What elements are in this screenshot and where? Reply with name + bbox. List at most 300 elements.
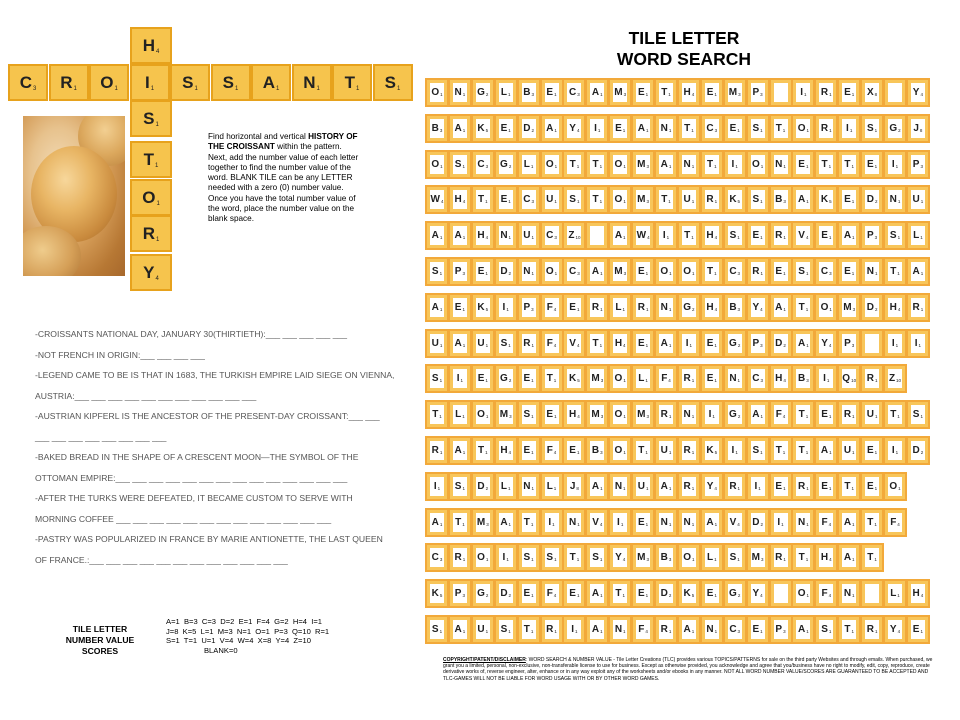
grid-cell[interactable] [791,257,815,286]
grid-cell[interactable] [746,329,770,358]
grid-cell[interactable] [631,150,655,179]
grid-cell[interactable] [883,221,907,250]
grid-cell[interactable] [700,185,724,214]
grid-cell[interactable] [906,257,930,286]
grid-cell[interactable] [540,293,564,322]
grid-cell[interactable] [791,293,815,322]
grid-cell[interactable] [448,257,472,286]
grid-cell[interactable] [769,221,793,250]
grid-cell[interactable] [654,615,678,644]
grid-cell[interactable] [585,185,609,214]
grid-cell[interactable] [631,400,655,429]
grid-cell[interactable] [700,257,724,286]
grid-cell[interactable] [425,543,449,572]
grid-cell[interactable] [608,364,632,393]
grid-cell[interactable] [448,579,472,608]
grid-cell[interactable] [906,400,930,429]
grid-cell[interactable] [700,114,724,143]
grid-cell[interactable] [425,508,449,537]
grid-cell[interactable] [837,185,861,214]
grid-cell[interactable] [906,185,930,214]
grid-cell[interactable] [494,472,518,501]
grid-cell[interactable] [471,257,495,286]
grid-cell[interactable] [494,508,518,537]
grid-cell[interactable] [654,579,678,608]
grid-cell[interactable] [448,185,472,214]
grid-cell[interactable] [837,257,861,286]
grid-cell[interactable] [562,293,586,322]
grid-cell[interactable] [700,221,724,250]
grid-cell[interactable] [608,257,632,286]
grid-cell[interactable] [494,221,518,250]
grid-cell[interactable] [700,293,724,322]
grid-cell[interactable] [494,543,518,572]
grid-cell[interactable] [562,221,586,250]
grid-cell[interactable] [769,150,793,179]
grid-cell[interactable] [448,543,472,572]
grid-cell[interactable] [746,436,770,465]
grid-cell[interactable] [585,508,609,537]
grid-cell[interactable] [837,472,861,501]
grid-cell[interactable] [860,472,884,501]
grid-cell[interactable] [906,329,930,358]
grid-cell[interactable] [814,221,838,250]
grid-cell[interactable] [585,364,609,393]
grid-cell[interactable] [700,78,724,107]
grid-cell[interactable] [814,293,838,322]
grid-cell[interactable] [562,579,586,608]
grid-cell[interactable] [814,400,838,429]
grid-cell[interactable] [448,472,472,501]
grid-cell[interactable] [631,508,655,537]
grid-cell[interactable] [860,579,884,608]
grid-cell[interactable] [906,114,930,143]
grid-cell[interactable] [677,329,701,358]
grid-cell[interactable] [837,400,861,429]
grid-cell[interactable] [608,436,632,465]
grid-cell[interactable] [883,615,907,644]
grid-cell[interactable] [746,221,770,250]
grid-cell[interactable] [791,185,815,214]
grid-cell[interactable] [494,364,518,393]
grid-cell[interactable] [471,364,495,393]
grid-cell[interactable] [837,364,861,393]
grid-cell[interactable] [883,185,907,214]
grid-cell[interactable] [746,114,770,143]
grid-cell[interactable] [540,329,564,358]
grid-cell[interactable] [677,257,701,286]
grid-cell[interactable] [791,436,815,465]
grid-cell[interactable] [585,257,609,286]
grid-cell[interactable] [608,114,632,143]
grid-cell[interactable] [448,615,472,644]
grid-cell[interactable] [425,293,449,322]
grid-cell[interactable] [494,114,518,143]
grid-cell[interactable] [837,436,861,465]
grid-cell[interactable] [814,615,838,644]
grid-cell[interactable] [540,543,564,572]
grid-cell[interactable] [448,78,472,107]
grid-cell[interactable] [700,364,724,393]
grid-cell[interactable] [654,114,678,143]
grid-cell[interactable] [723,615,747,644]
grid-cell[interactable] [677,221,701,250]
grid-cell[interactable] [631,293,655,322]
grid-cell[interactable] [654,472,678,501]
grid-cell[interactable] [791,579,815,608]
grid-cell[interactable] [540,185,564,214]
grid-cell[interactable] [517,508,541,537]
grid-cell[interactable] [471,472,495,501]
grid-cell[interactable] [494,579,518,608]
grid-cell[interactable] [540,615,564,644]
grid-cell[interactable] [585,436,609,465]
grid-cell[interactable] [471,293,495,322]
grid-cell[interactable] [425,329,449,358]
grid-cell[interactable] [517,364,541,393]
grid-cell[interactable] [860,257,884,286]
grid-cell[interactable] [562,508,586,537]
grid-cell[interactable] [631,185,655,214]
grid-cell[interactable] [425,150,449,179]
grid-cell[interactable] [769,472,793,501]
grid-cell[interactable] [814,364,838,393]
grid-cell[interactable] [494,436,518,465]
grid-cell[interactable] [769,329,793,358]
grid-cell[interactable] [837,150,861,179]
grid-cell[interactable] [677,114,701,143]
grid-cell[interactable] [700,615,724,644]
grid-cell[interactable] [906,579,930,608]
grid-cell[interactable] [723,436,747,465]
grid-cell[interactable] [677,615,701,644]
grid-cell[interactable] [837,508,861,537]
grid-cell[interactable] [517,185,541,214]
grid-cell[interactable] [448,436,472,465]
grid-cell[interactable] [654,257,678,286]
grid-cell[interactable] [791,150,815,179]
grid-cell[interactable] [608,400,632,429]
grid-cell[interactable] [562,400,586,429]
grid-cell[interactable] [814,114,838,143]
grid-cell[interactable] [814,436,838,465]
grid-cell[interactable] [769,185,793,214]
grid-cell[interactable] [906,436,930,465]
grid-cell[interactable] [746,78,770,107]
grid-cell[interactable] [631,436,655,465]
grid-cell[interactable] [700,472,724,501]
grid-cell[interactable] [585,472,609,501]
grid-cell[interactable] [448,221,472,250]
grid-cell[interactable] [700,579,724,608]
grid-cell[interactable] [723,257,747,286]
grid-cell[interactable] [562,615,586,644]
grid-cell[interactable] [471,329,495,358]
grid-cell[interactable] [517,436,541,465]
grid-cell[interactable] [860,78,884,107]
grid-cell[interactable] [494,400,518,429]
grid-cell[interactable] [631,221,655,250]
grid-cell[interactable] [540,579,564,608]
grid-cell[interactable] [654,508,678,537]
grid-cell[interactable] [814,329,838,358]
grid-cell[interactable] [494,257,518,286]
grid-cell[interactable] [540,400,564,429]
grid-cell[interactable] [631,579,655,608]
grid-cell[interactable] [860,150,884,179]
grid-cell[interactable] [517,579,541,608]
grid-cell[interactable] [562,329,586,358]
grid-cell[interactable] [654,543,678,572]
grid-cell[interactable] [585,221,609,250]
grid-cell[interactable] [608,543,632,572]
grid-cell[interactable] [677,364,701,393]
grid-cell[interactable] [654,185,678,214]
grid-cell[interactable] [471,615,495,644]
grid-cell[interactable] [517,472,541,501]
grid-cell[interactable] [448,508,472,537]
grid-cell[interactable] [700,400,724,429]
grid-cell[interactable] [814,257,838,286]
grid-cell[interactable] [814,579,838,608]
grid-cell[interactable] [608,472,632,501]
grid-cell[interactable] [517,257,541,286]
grid-cell[interactable] [585,293,609,322]
grid-cell[interactable] [883,436,907,465]
grid-cell[interactable] [883,364,907,393]
grid-cell[interactable] [723,221,747,250]
grid-cell[interactable] [769,257,793,286]
grid-cell[interactable] [883,293,907,322]
grid-cell[interactable] [631,114,655,143]
grid-cell[interactable] [723,543,747,572]
grid-cell[interactable] [471,400,495,429]
grid-cell[interactable] [562,472,586,501]
grid-cell[interactable] [540,472,564,501]
grid-cell[interactable] [814,543,838,572]
grid-cell[interactable] [562,185,586,214]
grid-cell[interactable] [814,150,838,179]
grid-cell[interactable] [608,221,632,250]
grid-cell[interactable] [837,615,861,644]
grid-cell[interactable] [860,293,884,322]
grid-cell[interactable] [654,78,678,107]
grid-cell[interactable] [425,78,449,107]
grid-cell[interactable] [425,221,449,250]
grid-cell[interactable] [883,400,907,429]
grid-cell[interactable] [517,114,541,143]
grid-cell[interactable] [769,78,793,107]
grid-cell[interactable] [791,78,815,107]
grid-cell[interactable] [860,185,884,214]
grid-cell[interactable] [608,329,632,358]
grid-cell[interactable] [791,615,815,644]
grid-cell[interactable] [700,150,724,179]
grid-cell[interactable] [517,543,541,572]
grid-cell[interactable] [631,615,655,644]
grid-cell[interactable] [860,508,884,537]
grid-cell[interactable] [677,579,701,608]
grid-cell[interactable] [608,150,632,179]
grid-cell[interactable] [791,329,815,358]
grid-cell[interactable] [860,329,884,358]
grid-cell[interactable] [700,543,724,572]
grid-cell[interactable] [837,78,861,107]
grid-cell[interactable] [723,364,747,393]
grid-cell[interactable] [837,293,861,322]
grid-cell[interactable] [883,257,907,286]
grid-cell[interactable] [448,329,472,358]
grid-cell[interactable] [654,364,678,393]
grid-cell[interactable] [562,114,586,143]
grid-cell[interactable] [906,78,930,107]
grid-cell[interactable] [585,579,609,608]
grid-cell[interactable] [517,329,541,358]
grid-cell[interactable] [562,436,586,465]
grid-cell[interactable] [814,508,838,537]
grid-cell[interactable] [769,436,793,465]
grid-cell[interactable] [723,400,747,429]
grid-cell[interactable] [906,615,930,644]
grid-cell[interactable] [631,257,655,286]
grid-cell[interactable] [769,615,793,644]
grid-cell[interactable] [906,221,930,250]
grid-cell[interactable] [746,150,770,179]
grid-cell[interactable] [494,329,518,358]
grid-cell[interactable] [608,78,632,107]
grid-cell[interactable] [654,293,678,322]
grid-cell[interactable] [860,114,884,143]
grid-cell[interactable] [883,508,907,537]
grid-cell[interactable] [746,257,770,286]
grid-cell[interactable] [723,508,747,537]
grid-cell[interactable] [723,150,747,179]
grid-cell[interactable] [471,185,495,214]
grid-cell[interactable] [860,543,884,572]
grid-cell[interactable] [448,293,472,322]
grid-cell[interactable] [471,221,495,250]
grid-cell[interactable] [471,114,495,143]
grid-cell[interactable] [791,114,815,143]
grid-cell[interactable] [585,114,609,143]
grid-cell[interactable] [654,329,678,358]
grid-cell[interactable] [769,293,793,322]
grid-cell[interactable] [631,543,655,572]
grid-cell[interactable] [791,364,815,393]
grid-cell[interactable] [562,257,586,286]
grid-cell[interactable] [585,78,609,107]
grid-cell[interactable] [654,221,678,250]
grid-cell[interactable] [769,543,793,572]
grid-cell[interactable] [677,400,701,429]
grid-cell[interactable] [448,400,472,429]
grid-cell[interactable] [494,150,518,179]
grid-cell[interactable] [471,543,495,572]
grid-cell[interactable] [723,329,747,358]
grid-cell[interactable] [540,150,564,179]
grid-cell[interactable] [883,150,907,179]
grid-cell[interactable] [700,329,724,358]
grid-cell[interactable] [585,615,609,644]
grid-cell[interactable] [608,293,632,322]
grid-cell[interactable] [494,293,518,322]
grid-cell[interactable] [448,114,472,143]
grid-cell[interactable] [471,78,495,107]
grid-cell[interactable] [906,293,930,322]
grid-cell[interactable] [631,364,655,393]
grid-cell[interactable] [883,78,907,107]
grid-cell[interactable] [471,150,495,179]
grid-cell[interactable] [677,543,701,572]
grid-cell[interactable] [769,508,793,537]
grid-cell[interactable] [769,364,793,393]
grid-cell[interactable] [585,400,609,429]
grid-cell[interactable] [837,221,861,250]
grid-cell[interactable] [746,472,770,501]
grid-cell[interactable] [608,615,632,644]
grid-cell[interactable] [494,78,518,107]
grid-cell[interactable] [700,436,724,465]
grid-cell[interactable] [677,472,701,501]
grid-cell[interactable] [540,436,564,465]
grid-cell[interactable] [814,472,838,501]
grid-cell[interactable] [517,293,541,322]
grid-cell[interactable] [540,364,564,393]
grid-cell[interactable] [746,543,770,572]
grid-cell[interactable] [608,185,632,214]
grid-cell[interactable] [814,185,838,214]
grid-cell[interactable] [654,150,678,179]
grid-cell[interactable] [837,114,861,143]
grid-cell[interactable] [517,78,541,107]
grid-cell[interactable] [677,185,701,214]
grid-cell[interactable] [654,400,678,429]
grid-cell[interactable] [631,329,655,358]
grid-cell[interactable] [448,364,472,393]
grid-cell[interactable] [746,508,770,537]
grid-cell[interactable] [471,436,495,465]
grid-cell[interactable] [425,579,449,608]
grid-cell[interactable] [791,508,815,537]
grid-cell[interactable] [837,543,861,572]
grid-cell[interactable] [837,579,861,608]
grid-cell[interactable] [883,329,907,358]
grid-cell[interactable] [608,579,632,608]
grid-cell[interactable] [677,293,701,322]
grid-cell[interactable] [540,257,564,286]
grid-cell[interactable] [585,543,609,572]
grid-cell[interactable] [746,364,770,393]
grid-cell[interactable] [540,114,564,143]
grid-cell[interactable] [883,472,907,501]
grid-cell[interactable] [585,150,609,179]
grid-cell[interactable] [562,364,586,393]
grid-cell[interactable] [883,114,907,143]
grid-cell[interactable] [562,543,586,572]
grid-cell[interactable] [540,508,564,537]
grid-cell[interactable] [723,185,747,214]
grid-cell[interactable] [860,221,884,250]
grid-cell[interactable] [677,508,701,537]
grid-cell[interactable] [448,150,472,179]
grid-cell[interactable] [608,508,632,537]
grid-cell[interactable] [746,293,770,322]
grid-cell[interactable] [860,364,884,393]
grid-cell[interactable] [791,400,815,429]
grid-cell[interactable] [425,472,449,501]
grid-cell[interactable] [471,508,495,537]
grid-cell[interactable] [631,472,655,501]
